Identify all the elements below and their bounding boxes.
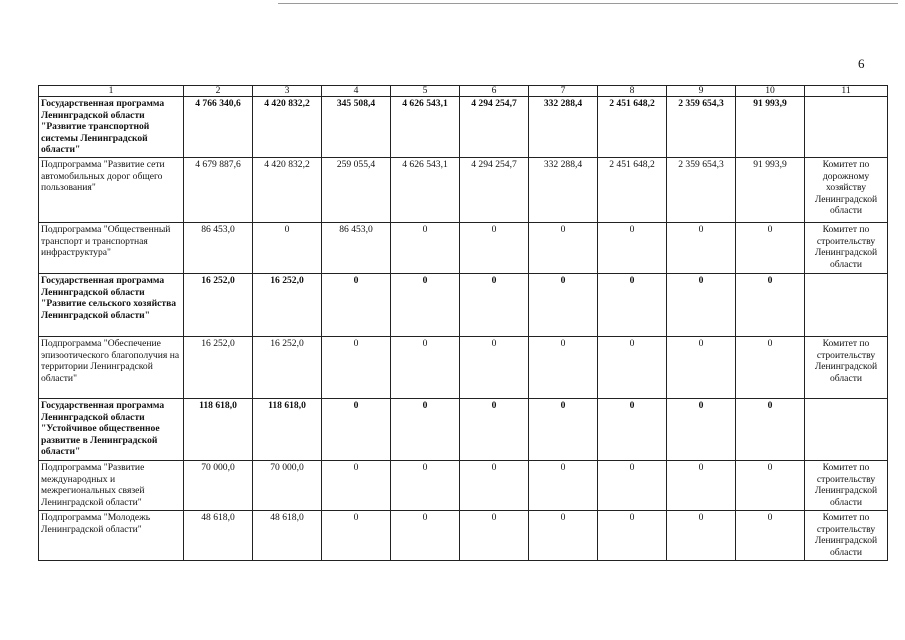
subprogram-name: Подпрограмма "Развитие международных и межрегиональных связей Ленинградской области" [39,460,184,510]
cell-value: 0 [529,273,598,336]
cell-value: 4 420 832,2 [253,97,322,158]
responsible-org [805,97,888,158]
responsible-org: Комитет по дорожному хозяйству Ленинградской области [805,157,888,222]
cell-value: 118 618,0 [253,398,322,460]
cell-value: 0 [529,336,598,398]
cell-value: 4 679 887,6 [184,157,253,222]
subprogram-name: Подпрограмма "Развитие сети автомобильных дорог общего пользования" [39,157,184,222]
cell-value: 0 [253,222,322,273]
cell-value: 4 626 543,1 [391,97,460,158]
column-header: 11 [805,86,888,97]
cell-value: 0 [529,510,598,560]
cell-value: 0 [598,398,667,460]
table-row-subprogram [39,510,888,560]
page-number: 6 [858,56,865,71]
subprogram-name: Подпрограмма "Обеспечение эпизоотического благополучия на территории Ленинградской области" [39,336,184,398]
cell-value: 2 359 654,3 [667,97,736,158]
table-row-subprogram [39,336,888,398]
cell-value: 0 [736,222,805,273]
cell-value: 0 [529,398,598,460]
cell-value: 4 420 832,2 [253,157,322,222]
budget-table [38,85,888,561]
cell-value: 2 451 648,2 [598,157,667,222]
cell-value: 4 626 543,1 [391,157,460,222]
cell-value: 0 [322,336,391,398]
program-name: Государственная программа Ленинградской области "Устойчивое общественное развитие в Ленинградской области" [39,398,184,460]
program-name: Государственная программа Ленинградской области "Развитие транспортной системы Ленинградской области" [39,97,184,158]
cell-value: 0 [736,273,805,336]
cell-value: 0 [460,398,529,460]
column-header: 2 [184,86,253,97]
cell-value: 0 [391,398,460,460]
cell-value: 91 993,9 [736,97,805,158]
cell-value: 0 [322,510,391,560]
cell-value: 332 288,4 [529,157,598,222]
cell-value: 0 [598,510,667,560]
cell-value: 70 000,0 [184,460,253,510]
table-row-program [39,97,888,158]
cell-value: 0 [667,273,736,336]
responsible-org: Комитет по строительству Ленинградской области [805,460,888,510]
table-row-program [39,398,888,460]
cell-value: 16 252,0 [253,336,322,398]
cell-value: 0 [391,460,460,510]
cell-value: 0 [460,273,529,336]
table-row-program [39,273,888,336]
cell-value: 0 [598,336,667,398]
cell-value: 0 [322,460,391,510]
cell-value: 0 [598,222,667,273]
cell-value: 0 [667,510,736,560]
cell-value: 0 [391,510,460,560]
cell-value: 4 294 254,7 [460,97,529,158]
responsible-org [805,273,888,336]
column-header: 6 [460,86,529,97]
column-header: 9 [667,86,736,97]
column-header: 7 [529,86,598,97]
cell-value: 48 618,0 [253,510,322,560]
cell-value: 332 288,4 [529,97,598,158]
cell-value: 91 993,9 [736,157,805,222]
cell-value: 2 359 654,3 [667,157,736,222]
cell-value: 0 [736,336,805,398]
top-rule [278,3,898,4]
cell-value: 48 618,0 [184,510,253,560]
cell-value: 0 [736,510,805,560]
column-header: 3 [253,86,322,97]
header-row [39,86,888,97]
cell-value: 86 453,0 [322,222,391,273]
cell-value: 0 [391,222,460,273]
cell-value: 0 [460,336,529,398]
cell-value: 4 766 340,6 [184,97,253,158]
cell-value: 0 [736,398,805,460]
table-row-subprogram [39,222,888,273]
cell-value: 2 451 648,2 [598,97,667,158]
subprogram-name: Подпрограмма "Общественный транспорт и транспортная инфраструктура" [39,222,184,273]
responsible-org: Комитет по строительству Ленинградской области [805,336,888,398]
column-header: 1 [39,86,184,97]
program-name: Государственная программа Ленинградской области "Развитие сельского хозяйства Ленинградской области" [39,273,184,336]
cell-value: 0 [529,222,598,273]
cell-value: 0 [598,273,667,336]
subprogram-name: Подпрограмма "Молодежь Ленинградской области" [39,510,184,560]
responsible-org: Комитет по строительству Ленинградской области [805,222,888,273]
cell-value: 0 [391,336,460,398]
cell-value: 118 618,0 [184,398,253,460]
cell-value: 0 [667,222,736,273]
cell-value: 0 [460,460,529,510]
cell-value: 259 055,4 [322,157,391,222]
cell-value: 0 [322,273,391,336]
column-header: 10 [736,86,805,97]
responsible-org [805,398,888,460]
cell-value: 4 294 254,7 [460,157,529,222]
cell-value: 345 508,4 [322,97,391,158]
cell-value: 0 [529,460,598,510]
cell-value: 16 252,0 [184,273,253,336]
table-row-subprogram [39,157,888,222]
cell-value: 0 [667,336,736,398]
column-header: 8 [598,86,667,97]
cell-value: 0 [736,460,805,510]
cell-value: 16 252,0 [184,336,253,398]
cell-value: 86 453,0 [184,222,253,273]
cell-value: 70 000,0 [253,460,322,510]
column-header: 4 [322,86,391,97]
cell-value: 0 [598,460,667,510]
cell-value: 0 [391,273,460,336]
cell-value: 0 [667,460,736,510]
cell-value: 16 252,0 [253,273,322,336]
table-row-subprogram [39,460,888,510]
cell-value: 0 [667,398,736,460]
cell-value: 0 [460,222,529,273]
responsible-org: Комитет по строительству Ленинградской области [805,510,888,560]
cell-value: 0 [322,398,391,460]
cell-value: 0 [460,510,529,560]
column-header: 5 [391,86,460,97]
